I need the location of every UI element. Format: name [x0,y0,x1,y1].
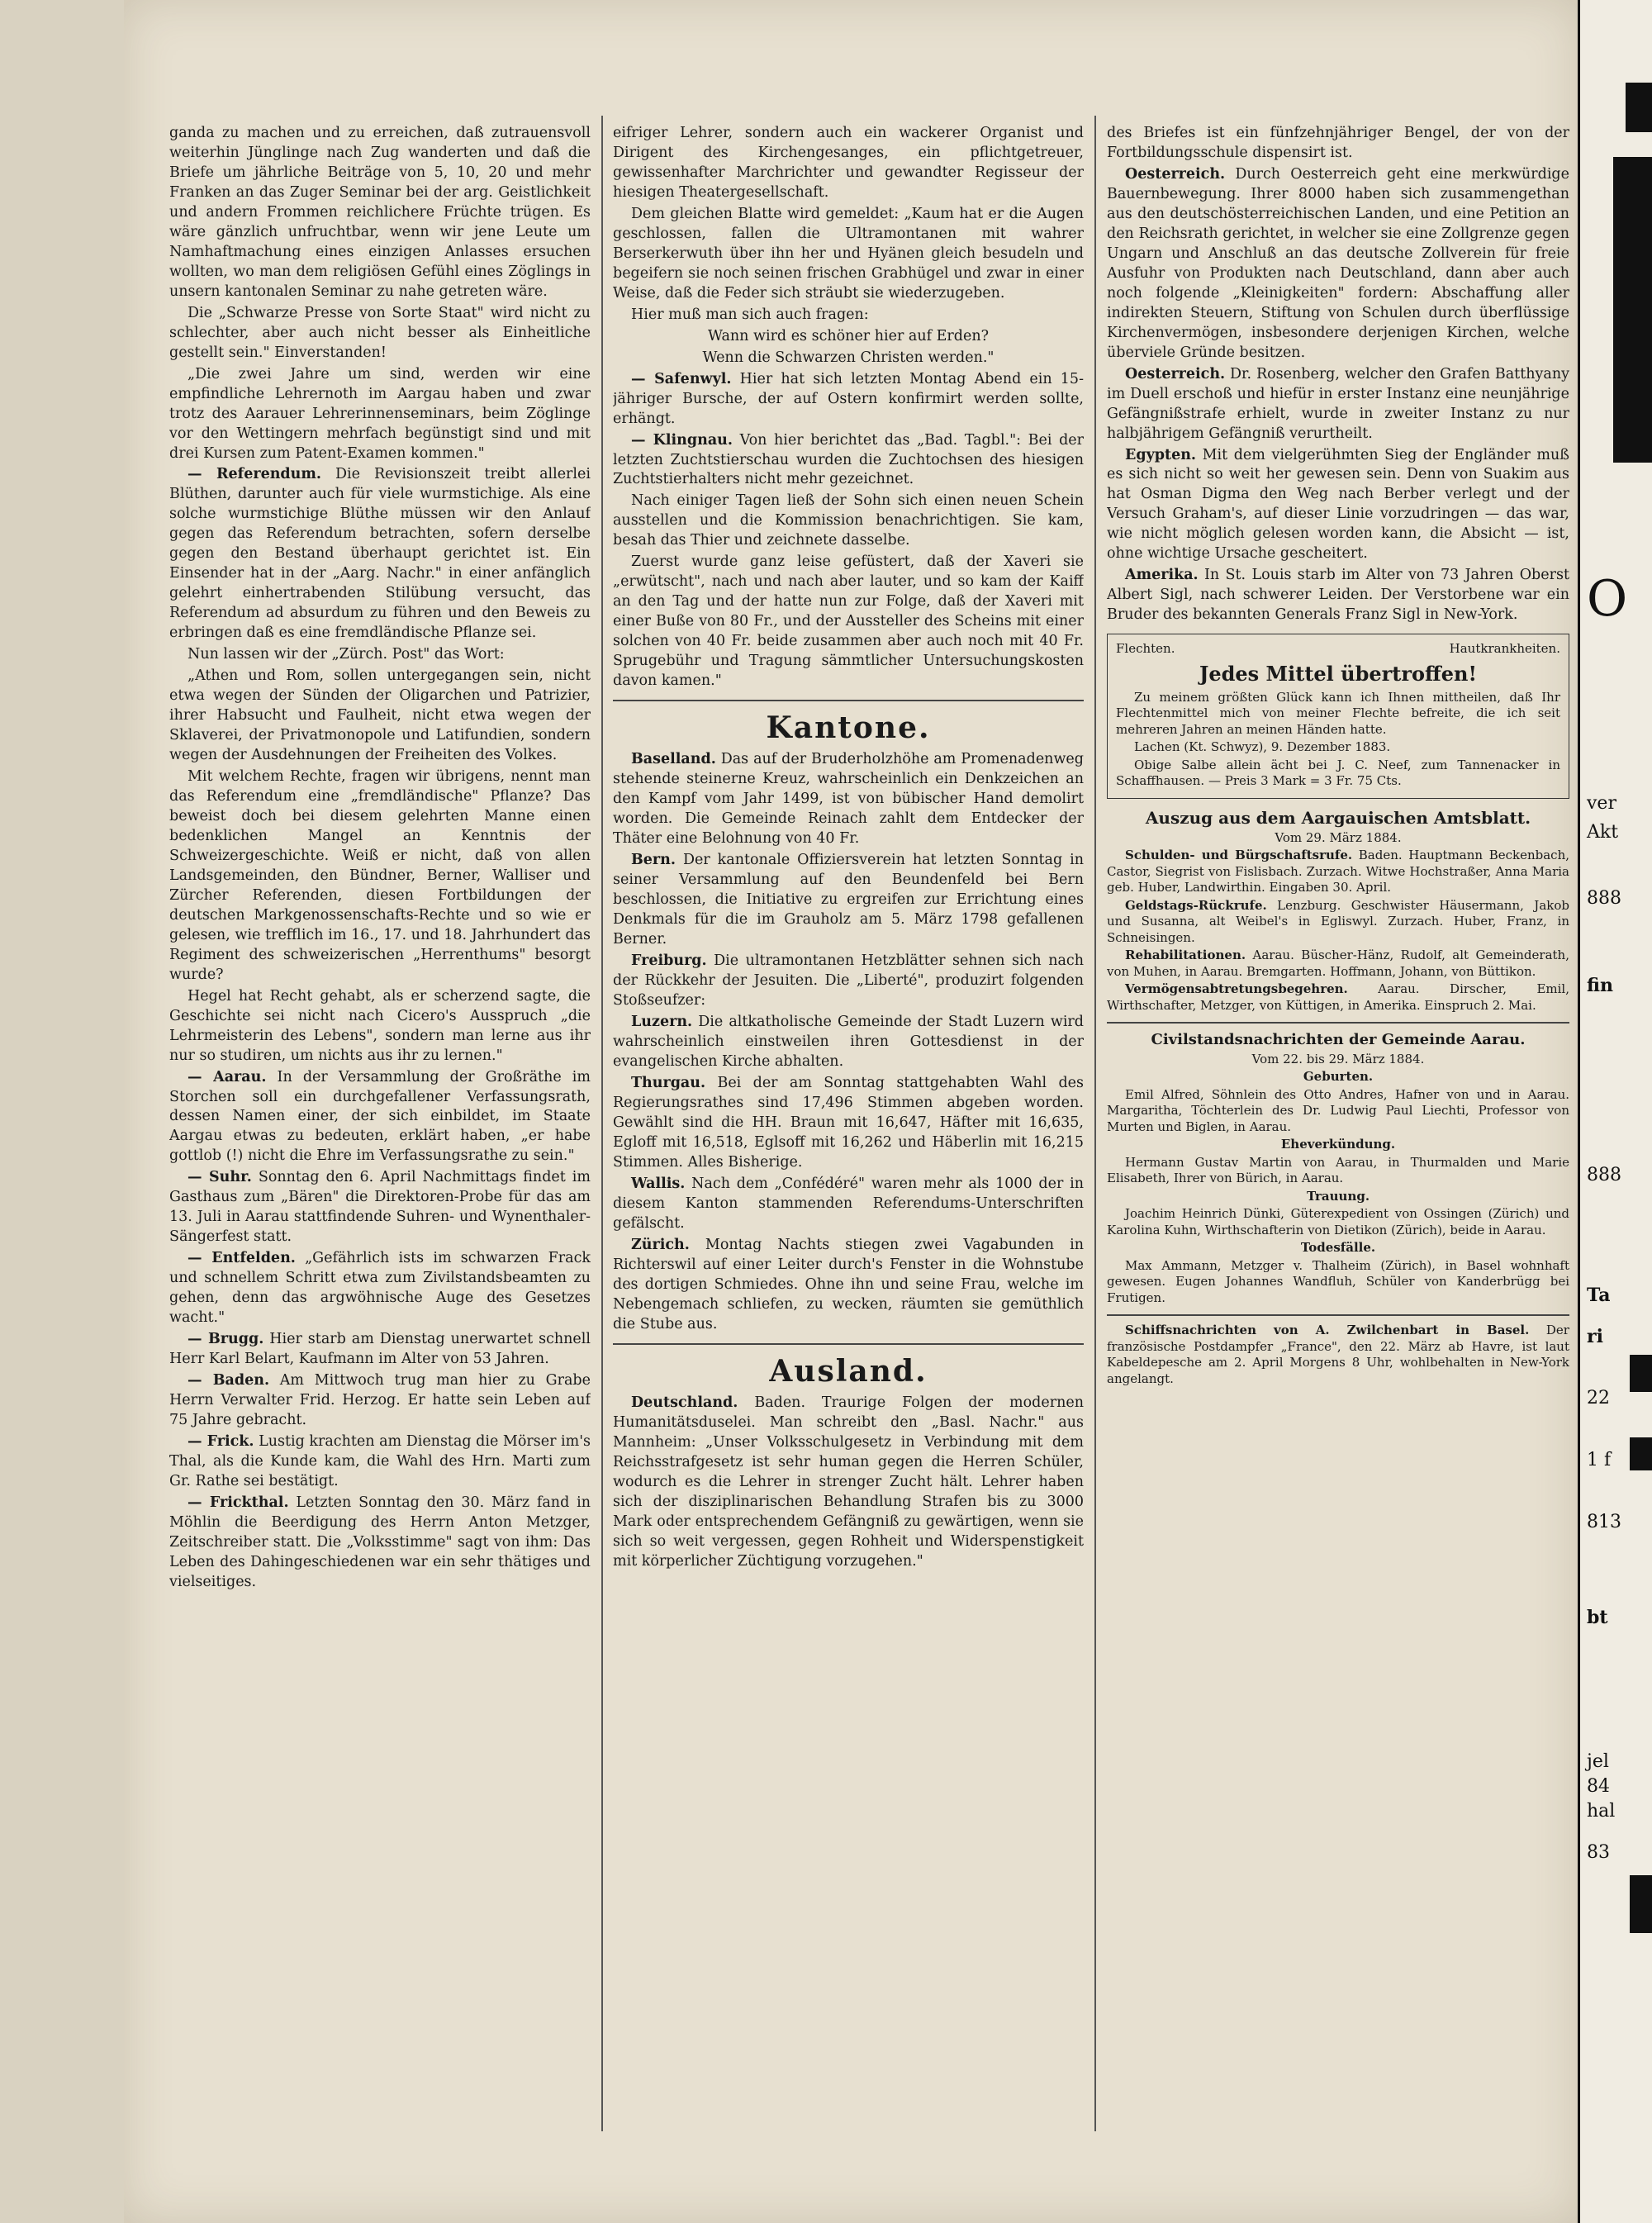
paragraph: „Die zwei Jahre um sind, werden wir eine empfindliche Lehrernoth im Aargau haben und zwar trotz des Aarauer Lehrerinnenseminars, beim Zöglinge vor den Wettingern mehrfach begünstigt sind und mit drei Kursen zum Patent-Examen kommen." [169,365,591,462]
dateline-oesterreich: Oesterreich. [1125,365,1226,382]
civil-text: Joachim Heinrich Dünki, Güterexpedient von Ossingen (Zürich) und Karolina Kuhn, Wirthschafterin von Dietikon (Zürich), beide in Aarau. [1107,1206,1569,1237]
section-heading-ausland: Ausland. [769,1353,928,1389]
edge-fragment: ri [1587,1326,1603,1347]
paragraph: Letzten Sonntag den 30. März fand in Möhlin die Beerdigung des Herrn Anton Metzger, Zeitschreiber statt. Die „Volksstimme" sagt von ihm: Das Leben des Dahingeschiedenen war ein sehr thätiges und vielseitiges. [169,1494,591,1590]
paragraph: Bei der am Sonntag stattgehabten Wahl des Regierungsrathes sind 17,496 Stimmen abgeben worden. Gewählt sind die HH. Braun mit 16,647, Häfter mit 16,635, Egloff mit 16,518, Eglsoff mit 16,262 und Häberlin mit 16,215 Stimmen. Alles Bisherige. [613,1074,1084,1171]
paragraph: Mit dem vielgerühmten Sieg der Engländer muß es sich nicht so weit her gewesen sein. Denn von Suakim aus hat Osman Digma den Weg nach Berber verlegt und der Versuch Graham's, auf dieser Linie vorzudringen — das war, wie nicht möglich gelesen worden kann, die Absicht — ist, ohne wichtige Ursache gescheitert. [1107,446,1569,563]
dateline-wallis: Wallis. [631,1175,686,1192]
paragraph: Lustig krachten am Dienstag die Mörser im's Thal, als die Kunde kam, die Wahl des Hrn. Marti zum Gr. Rathe sei bestätigt. [169,1432,591,1489]
edge-fragment: bt [1587,1607,1608,1628]
edge-fragment: hal [1587,1801,1616,1822]
section-heading-kantone: Kantone. [766,710,931,746]
column-2 [613,124,1084,2115]
ink-block [1630,1355,1652,1392]
paragraph: Hier hat sich letzten Montag Abend ein 15-jähriger Bursche, der auf Ostern konfirmirt werden sollte, erhängt. [613,370,1084,427]
column-1 [169,124,591,2115]
paragraph: Das auf der Bruderholzhöhe am Promenadenweg stehende steinerne Kreuz, wahrscheinlich ein Denkzeichen an den Kampf vom Jahr 1499, ist von bübischer Hand demolirt worden. Die Gemeinde Reinach zahlt dem Entdecker der Thäter eine Belohnung von 40 Fr. [613,751,1084,848]
edge-fragment: 1 f [1587,1450,1612,1470]
amtsblatt-subheading: Schulden- und Bürgschaftsrufe. [1125,848,1353,863]
ad-label-left: Flechten. [1116,641,1175,657]
dateline-baden: — Baden. [188,1372,270,1389]
amtsblatt-title: Auszug aus dem Aargauischen Amtsblatt. [1145,807,1531,828]
edge-fragment: 888 [1587,1165,1621,1185]
paragraph: ganda zu machen und zu erreichen, daß zutrauensvoll weiterhin Jünglinge nach Zug wanderten und daß die Briefe um jährliche Beiträge von 5, 10, 20 und mehr Franken an das Zuger Seminar bei der arg. Geistlichkeit und andern Frommen reichlichere Früchte trügen. Es wäre gänzlich unfruchtbar, wenn wir jene Leute um Namhaftmachung eines einzigen Anlasses ersuchen wollten, wo man dem religiösen Gefühl eines Zöglings in unsern kantonalen Seminar zu nahe getreten wäre. [169,125,591,300]
section-divider [613,700,1084,701]
ink-block [1630,1875,1652,1933]
paragraph: Sonntag den 6. April Nachmittags findet im Gasthaus zum „Bären" die Direktoren-Probe für das am 13. Juli in Aarau stattfindende Suhren- und Wynenthaler-Sängerfest statt. [169,1169,591,1246]
ink-block [1626,83,1652,132]
column-3 [1107,124,1569,2115]
edge-fragment: O [1587,570,1628,628]
ad-footer: Obige Salbe allein ächt bei J. C. Neef, zum Tannenacker in Schaffhausen. — Preis 3 Mark = 3 Fr. 75 Cts. [1116,757,1560,789]
paragraph: Am Mittwoch trug man hier zu Grabe Herrn Verwalter Frid. Herzog. Er hatte sein Leben auf 75 Jahre gebracht. [169,1372,591,1428]
paragraph: Baden. Traurige Folgen der modernen Humanitätsduselei. Man schreibt den „Basl. Nachr." aus Mannheim: „Unser Volksschulgesetz in Verbindung mit dem Reichsstrafgesetz ist sehr human gegen die Herren Schüler, wodurch es die Lehrer in strenger Zucht hält. Lehrer haben sich der disziplinarischen Behandlung Strafen bis zu 3000 Mark oder entsprechendem Gefängniß zu gewärtigen, wenn sie sich so weit vergessen, gegen Rohheit und Widerspenstigkeit mit körperlicher Züchtigung vorzugehen." [613,1394,1084,1570]
paragraph: Die „Schwarze Presse von Sorte Staat" wird nicht zu schlechter, aber auch nicht besser als Einheitliche gestellt sein." Einverstanden! [169,304,591,361]
paragraph: Nach einiger Tagen ließ der Sohn sich einen neuen Schein ausstellen und die Kommission benachrichtigen. Sie kam, besah das Thier und zeichnete dasselbe. [613,492,1084,549]
edge-fragment: 813 [1587,1512,1621,1532]
paragraph: Nun lassen wir der „Zürch. Post" das Wort: [188,646,505,663]
paragraph: Der kantonale Offiziersverein hat letzten Sonntag in seiner Versammlung auf den Beundenfeld bei Bern beschlossen, die Initiative zu ergreifen zur Errichtung eines Denkmals für die im Grauholz am 5. März 1798 gefallenen Berner. [613,852,1084,948]
dateline-bern: Bern. [631,852,676,869]
dateline-oesterreich: Oesterreich. [1125,165,1226,183]
dateline-baselland: Baselland. [631,751,716,768]
amtsblatt-subheading: Vermögensabtretungsbegehren. [1125,981,1348,997]
dateline-freiburg: Freiburg. [631,952,707,970]
edge-fragment: jel [1587,1751,1609,1772]
paragraph: Mit welchem Rechte, fragen wir übrigens, nennt man das Referendum eine „fremdländische" Pflanze? Das beweist doch bei diesem gelehrten Manne einen bedenklichen Mangel an Kenntnis der Schweizergeschichte. Weiß er nicht, daß von allen Landsgemeinden, den Bündner, Berner, Walliser und Zürcher Referenden, diesen Fortbildungen der deutschen Markgenossenschafts-Rechte und so wie er gelesen, wie trefflich im 16., 17. und 18. Jahrhundert das Regiment des schweizerischen „Herrenthums" besorgt wurde? [169,768,591,983]
advertisement [1107,634,1569,799]
ad-header-row [1116,641,1560,658]
civil-subheading: Todesfälle. [1300,1240,1376,1256]
civil-text: Max Ammann, Metzger v. Thalheim (Zürich), in Basel wohnhaft gewesen. Eugen Johannes Wandfluh, Schüler von Kanderbrügg bei Frutigen. [1107,1257,1569,1305]
ad-title: Jedes Mittel übertroffen! [1199,661,1477,686]
verse-line: Wenn die Schwarzen Christen werden." [702,349,995,366]
section-divider [1107,1022,1569,1024]
edge-fragment: 888 [1587,888,1621,909]
paragraph: Die ultramontanen Hetzblätter sehnen sich nach der Rückkehr der Jesuiten. Die „Liberté", produzirt folgenden Stoßseufzer: [613,952,1084,1009]
paragraph: Hier starb am Dienstag unerwartet schnell Herr Karl Belart, Kaufmann im Alter von 53 Jahren. [169,1331,591,1368]
dateline-luzern: Luzern. [631,1014,693,1031]
adjacent-page-edge [1578,0,1652,2223]
dateline-aarau: — Aarau. [188,1068,267,1085]
edge-fragment: 83 [1587,1842,1610,1863]
paragraph: Nach dem „Confédéré" waren mehr als 1000 der in diesem Kanton stammenden Referendums-Unterschriften gefälscht. [613,1175,1084,1232]
dateline-zuerich: Zürich. [631,1236,690,1253]
dateline-thurgau: Thurgau. [631,1074,706,1091]
paragraph: Die Revisionszeit treibt allerlei Blüthen, darunter auch für viele wurmstichige. Als eine solche wurmstichige Blüthe müssen wir den Anlauf gegen das Referendum betrachten, sofern derselbe gegen den Bestand überhaupt gerichtet ist. Ein Einsender hat in der „Aarg. Nachr." in einer anfänglich gelehrt einhertrabenden Stilübung versucht, das Referendum ad absurdum zu führen und den Beweis zu erbringen daß es eine fremdländische Pflanze sei. [169,466,591,642]
civil-subheading: Trauung. [1306,1188,1370,1204]
dateline-safenwyl: — Safenwyl. [631,370,732,387]
newspaper-page [124,0,1578,2223]
ad-label-right: Hautkrankheiten. [1449,641,1560,657]
dateline-suhr: — Suhr. [188,1169,252,1186]
paragraph: „Gefährlich ists im schwarzen Frack und schnellem Schritt etwa zum Zivilstandsbeamten zu gehen, denn das argwöhnische Auge des Gesetzes wacht." [169,1250,591,1327]
paragraph: „Athen und Rom, sollen untergegangen sein, nicht etwa wegen der Sünden der Oligarchen und Patrizier, ihrer Habsucht und Faulheit, nicht etwa wegen der Sklaverei, der Privatmonopole und Latifundien, sondern wegen der Ausdehnungen der Freiheiten des Volkes. [169,667,591,764]
ad-signature: Lachen (Kt. Schwyz), 9. Dezember 1883. [1134,739,1391,755]
dateline-klingnau: — Klingnau. [631,431,733,449]
edge-fragment: 22 [1587,1388,1610,1408]
ink-block [1613,157,1652,463]
paragraph: Von hier berichtet das „Bad. Tagbl.": Bei der letzten Zuchtstierschau wurden die Zuchtochsen des hiesigen Zuchtstierhalters nicht mehr gezeichnet. [613,431,1084,488]
edge-fragment: ver [1587,793,1616,814]
amtsblatt-subheading: Rehabilitationen. [1125,948,1246,963]
amtsblatt-text: Aarau. Büscher-Hänz, Rudolf, alt Gemeinderath, von Muhen, in Aarau. Bremgarten. Hoffmann, Johann, von Büttikon. [1107,948,1569,979]
edge-fragment: Akt [1587,822,1619,843]
shipping-news [1107,1323,1569,1387]
amtsblatt-text: Aarau. Dirscher, Emil, Wirthschafter, Metzger, von Küttigen, in Amerika. Einspruch 2. Mai. [1107,981,1569,1013]
ad-text: Zu meinem größten Glück kann ich Ihnen mittheilen, daß Ihr Flechtenmittel mich von meiner Flechte befreite, die ich seit mehreren Jahren an meinen Händen hatte. [1116,689,1560,737]
section-divider [613,1343,1084,1345]
edge-fragment: fin [1587,975,1613,996]
paragraph: Die altkatholische Gemeinde der Stadt Luzern wird wahrscheinlich einstweilen ihren Gottesdienst in der evangelischen Kirche abhalten. [613,1014,1084,1070]
paragraph: Dr. Rosenberg, welcher den Grafen Batthyany im Duell erschoß und hiefür in erster Instanz eine neunjährige Gefängnißstrafe erhielt, wurde in zweiter Instanz zu nur halbjährigem Gefängniß verurtheilt. [1107,365,1569,442]
paragraph: eifriger Lehrer, sondern auch ein wackerer Organist und Dirigent des Kirchengesanges, ein pflichtgetreuer, gewissenhafter Marchrichter und gewandter Regisseur der hiesigen Theatergesellschaft. [613,125,1084,201]
paragraph: Hegel hat Recht gehabt, als er scherzend sagte, die Geschichte sei nicht nach Cicero's Ausspruch „die Lehrmeisterin des Lebens", sondern man lerne aus ihr nur so studiren, um nichts aus ihr zu lernen." [169,987,591,1064]
amtsblatt-text: Lenzburg. Geschwister Häusermann, Jakob und Susanna, alt Weibel's in Egliswyl. Zurzach. Huber, Franz, in Schneisingen. [1107,897,1569,945]
dateline-fricktal: — Frickthal. [188,1494,289,1511]
dateline-entfelden: — Entfelden. [188,1250,296,1267]
paragraph: des Briefes ist ein fünfzehnjähriger Bengel, der von der Fortbildungsschule dispensirt ist. [1107,125,1569,161]
edge-fragment: Ta [1587,1285,1611,1306]
civil-text: Emil Alfred, Söhnlein des Otto Andres, Hafner von und in Aarau. Margaritha, Töchterlein des Dr. Ludwig Paul Liechti, Professor von Murten und Biglen, in Aarau. [1107,1086,1569,1134]
paragraph: In der Versammlung der Großräthe im Storchen soll ein durchgefallener Verfassungsrath, dessen Namen einer, der sich einbildet, im Staate Aargau etwas zu bedeuten, erklärt haben, „er habe gottlob (!) nicht die Ehre im Verfassungsrathe zu sein." [169,1068,591,1165]
column-rule [1094,116,1096,2131]
amtsblatt-date: Vom 29. März 1884. [1275,829,1402,845]
amtsblatt-section [1107,807,1569,1014]
ink-block [1630,1437,1652,1470]
civil-title: Civilstandsnachrichten der Gemeinde Aarau. [1151,1031,1526,1049]
amtsblatt-subheading: Geldstags-Rückrufe. [1125,897,1267,913]
paragraph: Dem gleichen Blatte wird gemeldet: „Kaum hat er die Augen geschlossen, fallen die Ultramontanen mit wahrer Berserkerwuth über ihn her und Hyänen gleich besudeln und begeifern sie noch seinen frischen Grabhügel und zwar in einer Weise, daß die Feder sich sträubt sie wiederzugeben. [613,205,1084,302]
section-divider [1107,1314,1569,1316]
paragraph: Zuerst wurde ganz leise gefüstert, daß der Xaveri sie „erwütscht", nach und nach aber lauter, und so kam der Kaiff an den Tag und der hatte nun zur Folge, daß der Xaveri mit einer Buße von 80 Fr., und der Aussteller des Scheins mit einer solchen von 40 Fr. beide zusammen aber auch noch mit 40 Fr. Sprugebühr und Tragung sämmtlicher Untersuchungskosten davon kamen." [613,553,1084,690]
civil-registry-section [1107,1030,1569,1306]
paragraph: In St. Louis starb im Alter von 73 Jahren Oberst Albert Sigl, nach schwerer Leiden. Der Verstorbene war ein Bruder des bekannten Generals Franz Sigl in New-York. [1107,567,1569,624]
dateline-brugg: — Brugg. [188,1331,264,1348]
dateline-referendum: — Referendum. [188,466,321,483]
civil-text: Hermann Gustav Martin von Aarau, in Thurmalden und Marie Elisabeth, Ihrer von Bürich, in Aarau. [1107,1154,1569,1186]
paragraph: Hier muß man sich auch fragen: [631,306,869,323]
dateline-amerika: Amerika. [1125,567,1199,584]
edge-fragment: 84 [1587,1776,1610,1797]
verse-line: Wann wird es schöner hier auf Erden? [707,327,989,344]
civil-subheading: Eheverkündung. [1280,1137,1396,1152]
dateline-frick: — Frick. [188,1432,254,1450]
civil-date: Vom 22. bis 29. März 1884. [1251,1051,1425,1066]
civil-subheading: Geburten. [1303,1069,1374,1085]
dateline-egypten: Egypten. [1125,446,1197,463]
paragraph: Durch Oesterreich geht eine merkwürdige Bauernbewegung. Ihrer 8000 haben sich zusammengethan aus den deutschösterreichischen Landen, und eine Petition an den Reichsrath gerichtet, in welcher sie eine Zollgrenze gegen Ungarn und Anschluß an das deutsche Zollverein für freie Ausfuhr von Produkten nach Deutschland, dann aber auch noch folgende „Kleinigkeiten" fordern: Abschaffung aller indirekten Steuern, Stiftung von Schulen durch überflüssige Kirchenvermögen, insbesondere derjenigen Kirchen, welche überviele Gründe besitzen. [1107,165,1569,361]
shipping-title: Schiffsnachrichten von A. Zwilchenbart in Basel. [1125,1323,1530,1338]
dateline-deutschland: Deutschland. [631,1394,738,1411]
column-rule [601,116,603,2131]
amtsblatt-text: Baden. Hauptmann Beckenbach, Castor, Siegrist von Fislisbach. Zurzach. Witwe Hochstraßer, Anna Maria geb. Huber, Landwirthin. Eingaben 30. April. [1107,848,1569,895]
shipping-text: Der französische Postdampfer „France", den 22. März ab Havre, ist laut Kabeldepesche am 2. April Morgens 8 Uhr, wohlbehalten in New-York angelangt. [1107,1323,1569,1386]
paragraph: Montag Nachts stiegen zwei Vagabunden in Richterswil auf einer Leiter durch's Fenster in die Wohnstube des dortigen Schmiedes. Ohne ihn und seine Frau, welche im Nebengemach schliefen, zu wecken, räumten sie gemüthlich die Stube aus. [613,1236,1084,1332]
